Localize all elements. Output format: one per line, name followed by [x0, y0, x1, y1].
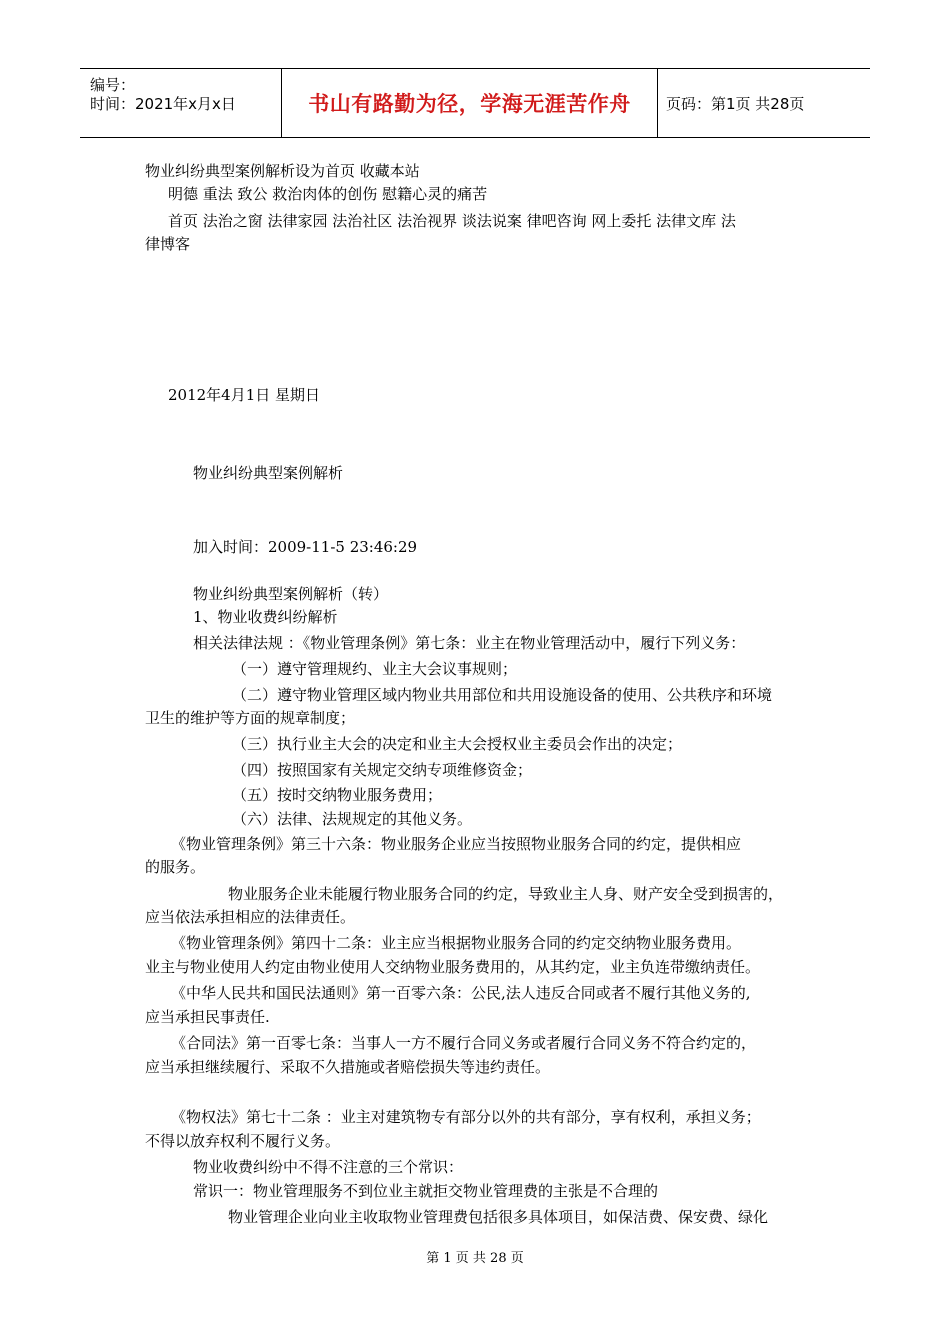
- header-motto: 书山有路勤为径，学海无涯苦作舟: [308, 92, 631, 116]
- header-meta: [80, 69, 282, 137]
- paragraph-line: 卫生的维护等方面的规章制度；: [145, 709, 356, 727]
- site-title-line: 物业纠纷典型案例解析设为首页 收藏本站: [145, 162, 420, 180]
- paragraph-line: 不得以放弃权利不履行义务。: [145, 1132, 341, 1150]
- obligation-item: （一）遵守管理规约、业主大会议事规则；: [232, 660, 518, 678]
- paragraph-line: 《物权法》第七十二条 ：业主对建筑物专有部分以外的共有部分，享有权利，承担义务；: [171, 1108, 761, 1126]
- paragraph-line: 应当依法承担相应的法律责任。: [145, 908, 356, 926]
- date-line: 2012年4月1日 星期日: [168, 386, 321, 404]
- site-nav-line-2: 律博客: [145, 235, 191, 253]
- page-footer: 第 1 页 共 28 页: [426, 1251, 524, 1266]
- paragraph-line: 《合同法》第一百零七条：当事人一方不履行合同义务或者履行合同义务不符合约定的，: [171, 1034, 757, 1052]
- paragraph-line: 《物业管理条例》第四十二条：业主应当根据物业服务合同的约定交纳物业服务费用。: [171, 934, 742, 952]
- paragraph-line: 《中华人民共和国民法通则》第一百零六条：公民,法人违反合同或者不履行其他义务的,: [171, 984, 751, 1002]
- paragraph-line: 的服务。: [145, 858, 206, 876]
- obligation-item: （六）法律、法规规定的其他义务。: [232, 810, 473, 828]
- paragraph-line: 《物业管理条例》第三十六条：物业服务企业应当按照物业服务合同的约定，提供相应: [171, 835, 742, 853]
- obligation-item: （五）按时交纳物业服务费用；: [232, 786, 443, 804]
- doc-number-label: 编号：: [90, 76, 136, 94]
- section-heading-1: 1、物业收费纠纷解析: [193, 608, 338, 626]
- paragraph-line: 物业收费纠纷中不得不注意的三个常识：: [193, 1158, 464, 1176]
- page-header: [80, 68, 870, 138]
- paragraph-line: 物业管理企业向业主收取物业管理费包括很多具体项目，如保洁费、保安费、绿化: [228, 1208, 769, 1226]
- paragraph-line: 应当承担民事责任.: [145, 1008, 270, 1026]
- header-page-cell: [658, 69, 870, 137]
- added-time: 加入时间：2009-11-5 23:46:29: [193, 538, 418, 556]
- article-subtitle: 物业纠纷典型案例解析（转）: [193, 585, 389, 603]
- obligation-item: （四）按照国家有关规定交纳专项维修资金；: [232, 761, 533, 779]
- paragraph-line: 物业服务企业未能履行物业服务合同的约定，导致业主人身、财产安全受到损害的，: [228, 885, 784, 903]
- header-page-info: 页码：第1页 共28页: [666, 94, 805, 113]
- section-heading-2: 常识一：物业管理服务不到位业主就拒交物业管理费的主张是不合理的: [193, 1182, 659, 1200]
- doc-time-label: 时间：2021年x月x日: [90, 95, 236, 113]
- header-motto-cell: [282, 69, 658, 137]
- obligation-item: （二）遵守物业管理区域内物业共用部位和共用设施设备的使用、公共秩序和环境: [232, 686, 773, 704]
- obligation-item: （三）执行业主大会的决定和业主大会授权业主委员会作出的决定；: [232, 735, 683, 753]
- paragraph-line: 相关法律法规 ：《物业管理条例》第七条：业主在物业管理活动中，履行下列义务：: [193, 634, 746, 652]
- paragraph-line: 业主与物业使用人约定由物业使用人交纳物业服务费用的，从其约定，业主负连带缴纳责任。: [145, 958, 761, 976]
- site-nav-line-1: 首页 法治之窗 法律家园 法治社区 法治视界 谈法说案 律吧咨询 网上委托 法律文库 法: [168, 212, 736, 230]
- site-slogan-line: 明德 重法 致公 救治肉体的创伤 慰籍心灵的痛苦: [168, 185, 488, 203]
- paragraph-line: 应当承担继续履行、采取不久措施或者赔偿损失等违约责任。: [145, 1058, 551, 1076]
- article-title: 物业纠纷典型案例解析: [193, 464, 344, 482]
